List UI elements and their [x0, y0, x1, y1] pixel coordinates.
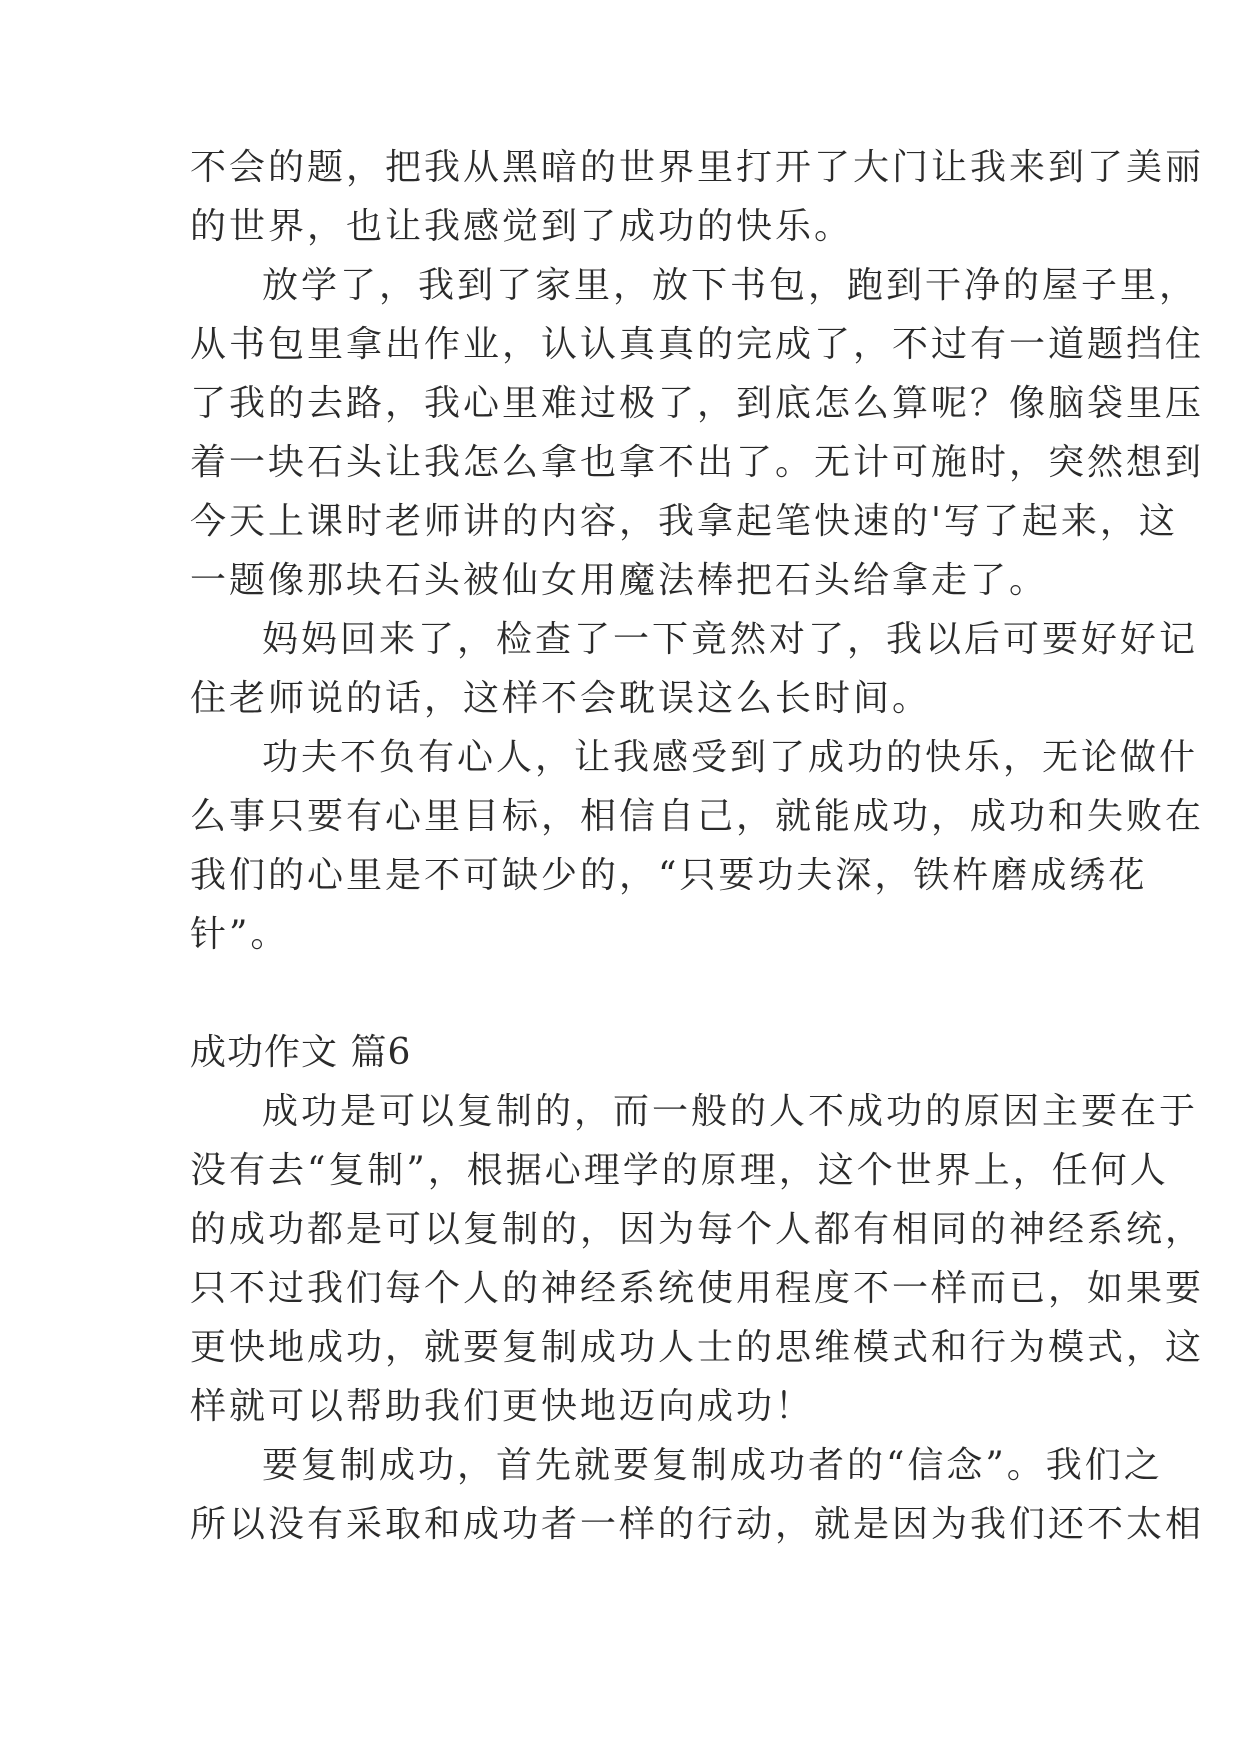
paragraph-line: 我们的心里是不可缺少的，“只要功夫深，铁杵磨成绣花 — [190, 855, 1148, 896]
paragraph-line: 今天上课时老师讲的内容，我拿起笔快速的'写了起来，这 — [190, 501, 1178, 542]
paragraph-line: 要复制成功，首先就要复制成功者的“信念”。我们之 — [262, 1445, 1163, 1486]
paragraph-line: 住老师说的话，这样不会耽误这么长时间。 — [190, 678, 932, 719]
paragraph-line: 了我的去路，我心里难过极了，到底怎么算呢？像脑袋里压 — [190, 383, 1205, 424]
paragraph-line: 只不过我们每个人的神经系统使用程度不一样而已，如果要 — [190, 1268, 1205, 1309]
paragraph-line: 更快地成功，就要复制成功人士的思维模式和行为模式，这 — [190, 1327, 1205, 1368]
paragraph-line: 一题像那块石头被仙女用魔法棒把石头给拿走了。 — [190, 560, 1049, 601]
paragraph-line: 么事只要有心里目标，相信自己，就能成功，成功和失败在 — [190, 796, 1205, 837]
paragraph-line: 着一块石头让我怎么拿也拿不出了。无计可施时，突然想到 — [190, 442, 1205, 483]
paragraph-line: 从书包里拿出作业，认认真真的完成了，不过有一道题挡住 — [190, 324, 1205, 365]
paragraph-line: 所以没有采取和成功者一样的行动，就是因为我们还不太相 — [190, 1504, 1205, 1545]
paragraph-line: 功夫不负有心人，让我感受到了成功的快乐，无论做什 — [262, 737, 1199, 778]
paragraph-line: 没有去“复制”，根据心理学的原理，这个世界上，任何人 — [190, 1150, 1169, 1191]
paragraph-line: 针”。 — [190, 914, 290, 955]
paragraph-line: 成功是可以复制的，而一般的人不成功的原因主要在于 — [262, 1091, 1199, 1132]
paragraph-line: 不会的题，把我从黑暗的世界里打开了大门让我来到了美丽 — [190, 147, 1205, 188]
paragraph-line: 放学了，我到了家里，放下书包，跑到干净的屋子里， — [262, 265, 1199, 306]
paragraph-line: 妈妈回来了，检查了一下竟然对了，我以后可要好好记 — [262, 619, 1199, 660]
paragraph-line: 的成功都是可以复制的，因为每个人都有相同的神经系统， — [190, 1209, 1205, 1250]
paragraph-line: 的世界，也让我感觉到了成功的快乐。 — [190, 206, 854, 247]
section-heading: 成功作文 篇6 — [190, 1032, 412, 1073]
paragraph-line: 样就可以帮助我们更快地迈向成功！ — [190, 1386, 815, 1427]
